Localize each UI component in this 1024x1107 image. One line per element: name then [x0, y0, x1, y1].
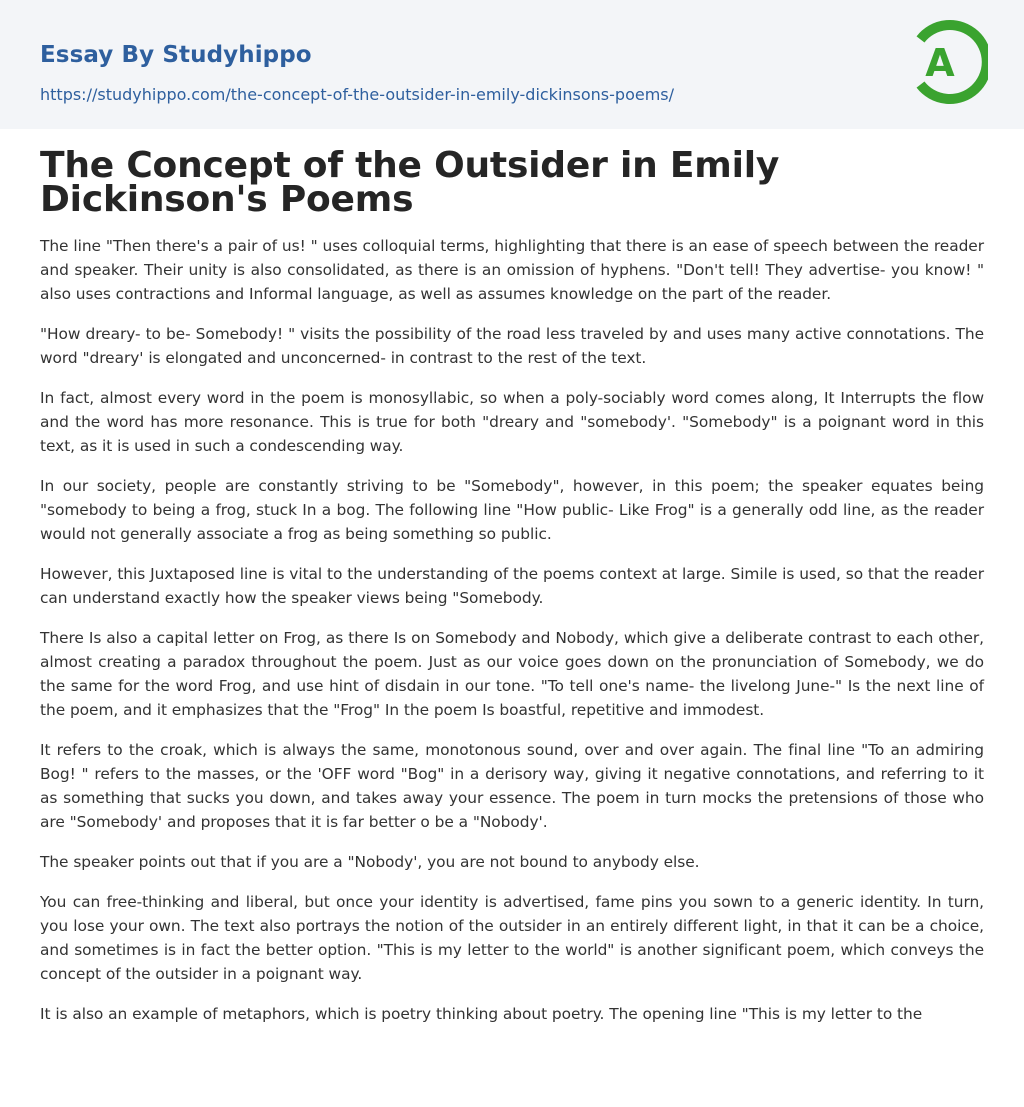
paragraph: It is also an example of metaphors, which is poetry thinking about poetry. The opening line "This is my letter to the — [40, 1005, 923, 1023]
paragraph: The speaker points out that if you are a "Nobody', you are not bound to anybody else. — [40, 853, 700, 871]
paragraph: In fact, almost every word in the poem is monosyllabic, so when a poly-sociably word comes along, It Interrupts the flow and the word has more resonance. This is true for both "dreary and "somebody'. "Somebody" is a poignant word in this text, as it is used in such a condescending way. — [40, 389, 984, 455]
paragraph: However, this Juxtaposed line is vital to the understanding of the poems context at large. Simile is used, so that the reader can understand exactly how the speaker views being "Somebody. — [40, 565, 984, 607]
paragraph: It refers to the croak, which is always the same, monotonous sound, over and over again. The final line "To an admiring Bog! " refers to the masses, or the 'OFF word "Bog" in a derisory way, giving it negative connotations, and referring to it as something that sucks you down, and takes away your essence. The poem in turn mocks the pretensions of those who are "Somebody' and proposes that it is far better o be a "Nobody'. — [40, 741, 984, 831]
paragraph: In our society, people are constantly striving to be "Somebody", however, in this poem; the speaker equates being "somebody to being a frog, stuck In a bog. The following line "How public- Like Frog" is a generally odd line, as the reader would not generally associate a frog as being something so public. — [40, 477, 984, 543]
source-url-link[interactable]: https://studyhippo.com/the-concept-of-the-outsider-in-emily-dickinsons-poems/ — [40, 85, 675, 104]
logo-letter: A — [925, 41, 955, 85]
paragraph: The line "Then there's a pair of us! " uses colloquial terms, highlighting that there is an ease of speech between the reader and speaker. Their unity is also consolidated, as there is an omission of hyphens. "Don't tell! They advertise- you know! " also uses contractions and Informal language, as well as assumes knowledge on the part of the reader. — [40, 237, 984, 303]
studyhippo-logo-icon[interactable] — [912, 19, 988, 105]
article-body — [40, 234, 984, 1042]
paragraph: "How dreary- to be- Somebody! " visits the possibility of the road less traveled by and uses many active connotations. The word "dreary' is elongated and unconcerned- in contrast to the rest of the text. — [40, 325, 984, 367]
paragraph: There Is also a capital letter on Frog, as there Is on Somebody and Nobody, which give a deliberate contrast to each other, almost creating a paradox throughout the poem. Just as our voice goes down on the pronunciation of Somebody, we do the same for the word Frog, and use hint of disdain in our tone. "To tell one's name- the livelong June-" Is the next line of the poem, and it emphasizes that the "Frog" In the poem Is boastful, repetitive and immodest. — [40, 629, 984, 719]
site-header — [0, 0, 1024, 129]
site-brand[interactable]: Essay By Studyhippo — [40, 42, 312, 68]
article-title: The Concept of the Outsider in Emily Dickinson's Poems — [40, 145, 780, 220]
paragraph: You can free-thinking and liberal, but once your identity is advertised, fame pins you sown to a generic identity. In turn, you lose your own. The text also portrays the notion of the outsider in an entirely different light, in that it can be a choice, and sometimes is in fact the better option. "This is my letter to the world" is another significant poem, which conveys the concept of the outsider in a poignant way. — [40, 893, 984, 983]
